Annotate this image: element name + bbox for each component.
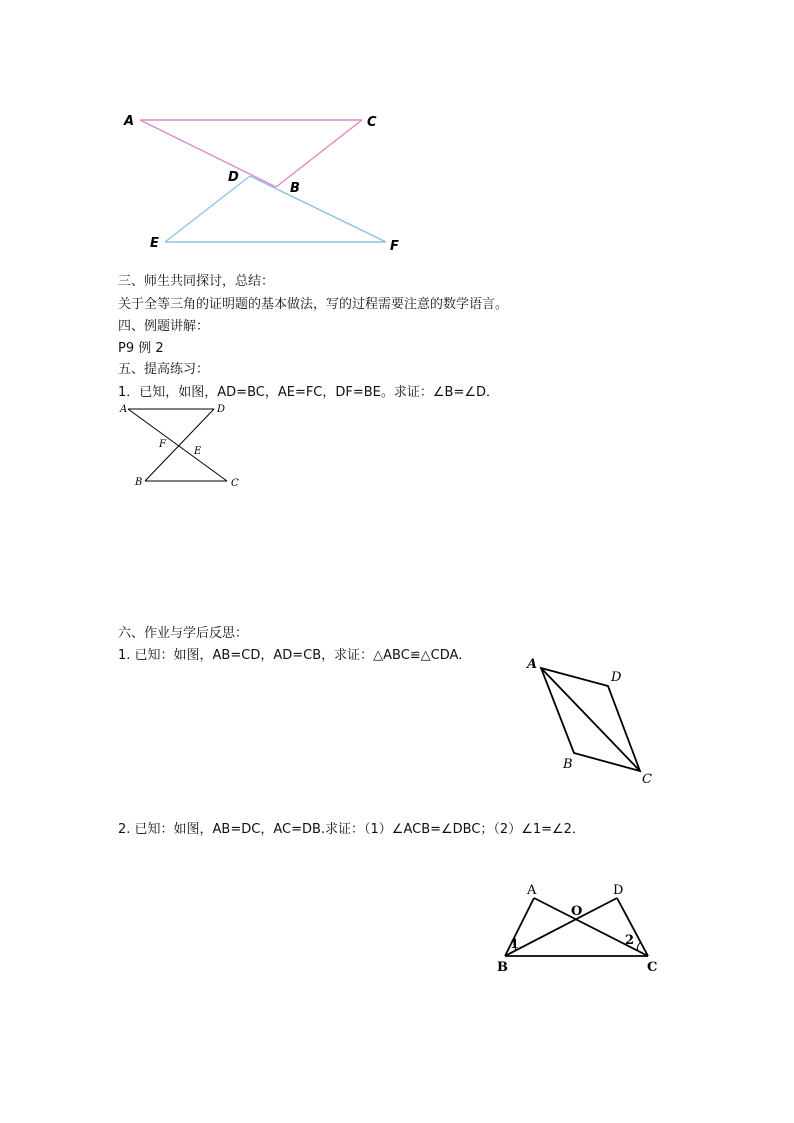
section6-heading: 六、作业与学后反思：	[118, 626, 249, 641]
label-f: F	[390, 239, 399, 254]
label-e: E	[194, 446, 202, 457]
label-a: A	[124, 114, 135, 129]
label-angle-1: 1	[510, 937, 520, 952]
label-e: E	[150, 236, 159, 251]
label-a: A	[527, 883, 537, 898]
label-angle-2: 2	[625, 933, 635, 948]
section3-heading: 三、师生共同探讨，总结：	[118, 274, 275, 289]
section4-heading: 四、例题讲解：	[118, 319, 210, 334]
label-a: A	[120, 404, 128, 415]
section6-problem2: 2. 已知：如图，AB=DC，AC=DB.求证：（1）∠ACB=∠DBC；（2）∠1=∠2．	[118, 822, 585, 837]
label-d: D	[228, 170, 239, 185]
section6-problem1: 1. 已知：如图，AB=CD，AD=CB，求证：△ABC≌△CDA.	[118, 648, 463, 663]
section5-problem1: 1．已知，如图，AD=BC，AE=FC，DF=BE。求证：∠B=∠D．	[118, 385, 500, 400]
diagonal-db	[505, 898, 617, 956]
section5-heading: 五、提高练习：	[118, 362, 210, 377]
label-c: C	[642, 772, 652, 787]
label-d: D	[611, 670, 622, 685]
label-d: D	[613, 883, 624, 898]
label-b: B	[497, 960, 508, 975]
label-o: O	[571, 904, 583, 919]
label-c: C	[231, 478, 239, 489]
label-b: B	[290, 181, 300, 196]
section4-text: P9 例 2	[118, 341, 164, 356]
label-b: B	[135, 477, 143, 488]
label-b: B	[563, 757, 573, 772]
label-c: C	[647, 960, 658, 975]
label-d: D	[217, 404, 226, 415]
label-a: A	[527, 657, 538, 672]
section3-text: 关于全等三角的证明题的基本做法，写的过程需要注意的数学语言。	[118, 297, 509, 312]
label-f: F	[159, 439, 166, 450]
label-c: C	[367, 115, 377, 130]
